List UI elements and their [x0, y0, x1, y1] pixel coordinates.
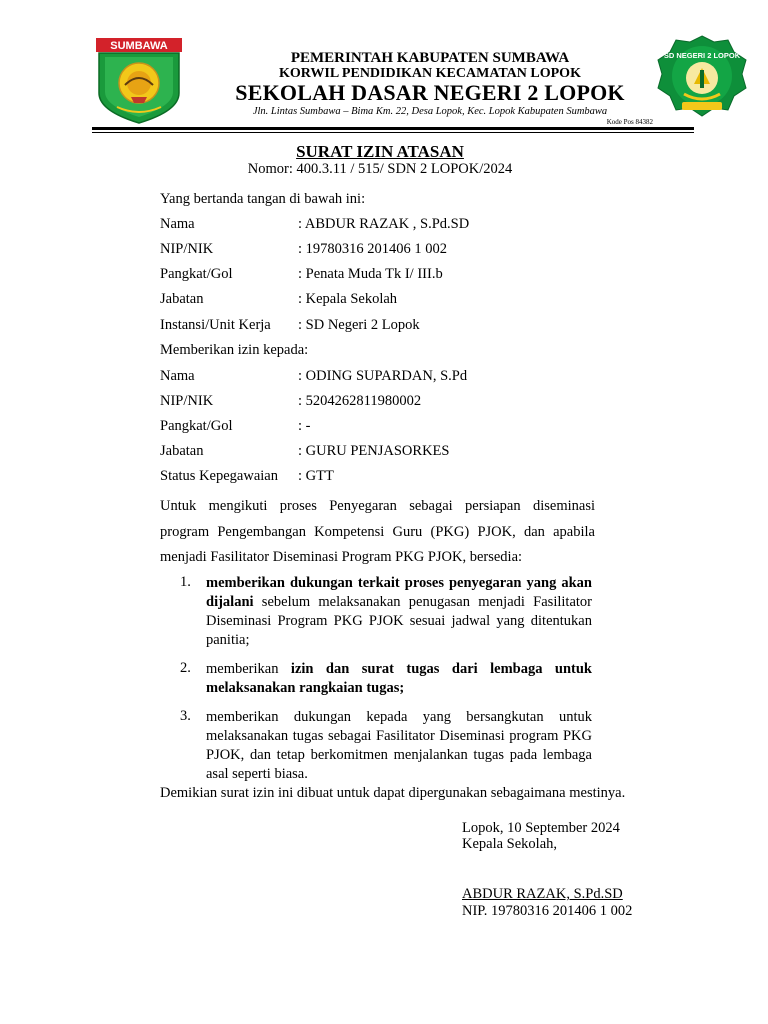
- header-rule-thin: [92, 132, 694, 133]
- signer-value-position: : Kepala Sekolah: [298, 291, 398, 307]
- school-emblem-logo: [654, 32, 750, 124]
- letter-number: Nomor: 400.3.11 / 515/ SDN 2 LOPOK/2024: [247, 161, 513, 177]
- grantee-value-position: : GURU PENJASORKES: [298, 443, 450, 459]
- sumbawa-regency-logo: [95, 37, 183, 125]
- signer-label-name: Nama: [160, 216, 195, 232]
- signer-label-position: Jabatan: [160, 291, 204, 307]
- list-item-number: 1.: [180, 574, 191, 590]
- grantee-value-name: : ODING SUPARDAN, S.Pd: [298, 368, 468, 384]
- closing-sentence: Demikian surat izin ini dibuat untuk dapat dipergunakan sebagaimana mestinya.: [160, 785, 626, 801]
- header-postal-code: Kode Pos 84382: [606, 118, 653, 126]
- list-item: [206, 708, 592, 784]
- logo-right-text: SD NEGERI 2 LOPOK: [663, 51, 741, 60]
- letter-title: SURAT IZIN ATASAN: [296, 142, 464, 161]
- grantee-label-rank: Pangkat/Gol: [160, 418, 233, 434]
- signer-label-agency: Instansi/Unit Kerja: [160, 317, 271, 333]
- signer-label-rank: Pangkat/Gol: [160, 266, 233, 282]
- signer-nip: NIP. 19780316 201406 1 002: [462, 903, 633, 919]
- grantee-label-status: Status Kepegawaian: [160, 468, 278, 484]
- header-rule-thick: [92, 127, 694, 130]
- header-school-name: SEKOLAH DASAR NEGERI 2 LOPOK: [235, 80, 625, 105]
- grantee-value-status: : GTT: [298, 468, 334, 484]
- grantee-label-nip: NIP/NIK: [160, 393, 214, 409]
- list-item-plain: memberikan dukungan kepada yang bersangkutan untuk melaksanakan tugas sebagai Fasilitator Diseminasi program PKG PJOK, dan tetap berkomitmen menjalankan tugas pada lembaga asal seperti biasa.: [206, 709, 592, 782]
- list-item-rest: sebelum melaksanakan penugasan menjadi Fasilitator Diseminasi Program PKG PJOK sesuai jadwal yang ditentukan panitia;: [206, 594, 592, 648]
- body-paragraph: Untuk mengikuti proses Penyegaran sebagai persiapan diseminasi program Pengembangan Kompetensi Guru (PKG) PJOK, dan apabila menjadi Fasilitator Diseminasi Program PKG PJOK, bersedia:: [160, 498, 595, 565]
- header-address: Jln. Lintas Sumbawa – Bima Km. 22, Desa Lopok, Kec. Lopok Kabupaten Sumbawa: [252, 106, 608, 117]
- grantee-label-name: Nama: [160, 368, 195, 384]
- list-item-number: 2.: [180, 660, 191, 676]
- signer-value-name: : ABDUR RAZAK , S.Pd.SD: [298, 216, 470, 232]
- signer-value-rank: : Penata Muda Tk I/ III.b: [298, 266, 443, 282]
- intro-text: Yang bertanda tangan di bawah ini:: [160, 191, 366, 207]
- place-date: Lopok, 10 September 2024: [462, 820, 620, 836]
- grantee-value-rank: : -: [298, 418, 311, 434]
- signer-value-nip: : 19780316 201406 1 002: [298, 241, 448, 257]
- list-item-number: 3.: [180, 708, 191, 724]
- signer-value-agency: : SD Negeri 2 Lopok: [298, 317, 420, 333]
- list-item: [206, 574, 592, 650]
- list-item: [206, 660, 592, 698]
- signer-label-nip: NIP/NIK: [160, 241, 214, 257]
- header-korwil: KORWIL PENDIDIKAN KECAMATAN LOPOK: [279, 66, 581, 81]
- grantee-value-nip: : 5204262811980002: [298, 393, 422, 409]
- logo-left-text: SUMBAWA: [110, 40, 168, 52]
- list-item-bold: izin dan surat tugas dari lembaga untuk melaksanakan rangkaian tugas;: [206, 661, 592, 696]
- list-item-bold: memberikan dukungan terkait proses penyegaran yang akan dijalani: [206, 575, 592, 610]
- signer-title: Kepala Sekolah,: [462, 836, 558, 852]
- grant-intro: Memberikan izin kepada:: [160, 342, 309, 358]
- header-government: PEMERINTAH KABUPATEN SUMBAWA: [290, 50, 570, 66]
- grantee-label-position: Jabatan: [160, 443, 204, 459]
- signer-name: ABDUR RAZAK, S.Pd.SD: [462, 886, 623, 902]
- list-item-plain: memberikan: [206, 661, 291, 677]
